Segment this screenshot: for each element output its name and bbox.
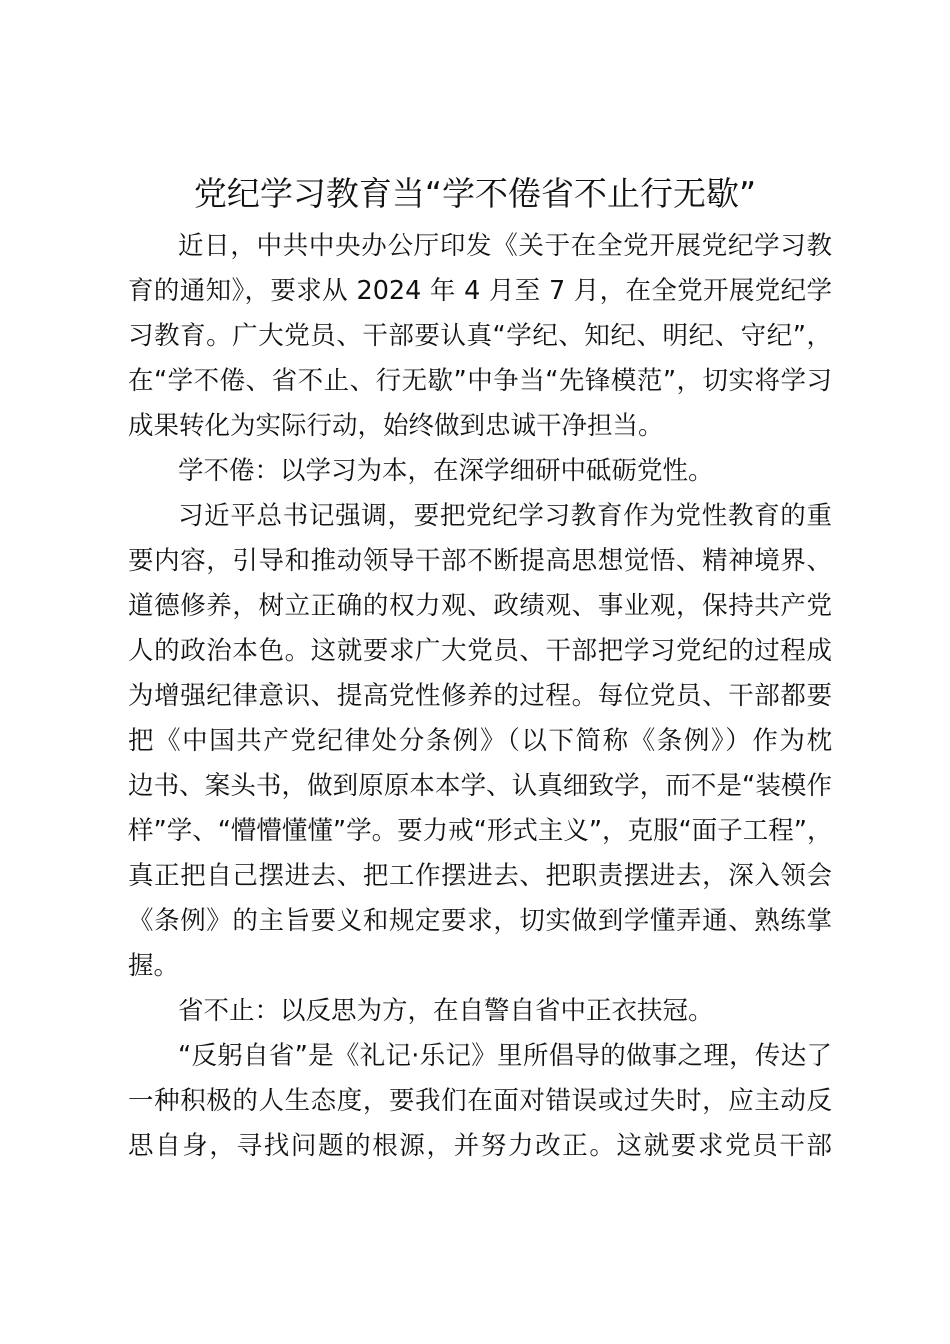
paragraph-reflect (128, 1034, 832, 1169)
document-body (128, 224, 832, 1169)
text-line: 省不止：以反思为方，在自警自省中正衣扶冠。 (178, 996, 714, 1026)
text-line: 在“学不倦、省不止、行无歇”中争当“先锋模范”，切实将学习 (128, 366, 832, 396)
text-line: 一种积极的人生态度，要我们在面对错误或过失时，应主动反 (128, 1086, 832, 1116)
text-line: 真正把自己摆进去、把工作摆进去、把职责摆进去，深入领会 (128, 861, 832, 891)
text-line: 握。 (128, 951, 180, 981)
text-line: 人的政治本色。这就要求广大党员、干部把学习党纪的过程成 (128, 636, 832, 666)
text-line: 思自身，寻找问题的根源，并努力改正。这就要求党员干部 (128, 1131, 832, 1161)
text-line: 要内容，引导和推动领导干部不断提高思想觉悟、精神境界、 (128, 546, 832, 576)
text-line: 成果转化为实际行动，始终做到忠诚干净担当。 (128, 411, 664, 441)
text-line: 习近平总书记强调，要把党纪学习教育作为党性教育的重 (178, 501, 832, 531)
text-line: “反躬自省”是《礼记·乐记》里所倡导的做事之理，传达了 (178, 1041, 832, 1071)
text-line: 育的通知》，要求从 2024 年 4 月至 7 月，在全党开展党纪学 (128, 276, 832, 306)
text-line: 学不倦：以学习为本，在深学细研中砥砺党性。 (178, 456, 714, 486)
text-line: 习教育。广大党员、干部要认真“学纪、知纪、明纪、守纪”， (128, 321, 832, 351)
document-title: 党纪学习教育当“学不倦省不止行无歇” (193, 174, 757, 213)
section-heading-reflect (128, 989, 832, 1034)
section-heading-study (128, 449, 832, 494)
paragraph-study (128, 494, 832, 989)
text-line: 近日，中共中央办公厅印发《关于在全党开展党纪学习教 (178, 231, 832, 261)
paragraph-intro (128, 224, 832, 449)
text-line: 把《中国共产党纪律处分条例》（以下简称《条例》）作为枕 (128, 726, 832, 756)
text-line: 边书、案头书，做到原原本本学、认真细致学，而不是“装模作 (128, 771, 832, 801)
text-line: 道德修养，树立正确的权力观、政绩观、事业观，保持共产党 (128, 591, 832, 621)
text-line: 样”学、“懵懵懂懂”学。要力戒“形式主义”，克服“面子工程”， (128, 816, 832, 846)
text-line: 《条例》的主旨要义和规定要求，切实做到学懂弄通、熟练掌 (128, 906, 832, 936)
text-line: 为增强纪律意识、提高党性修养的过程。每位党员、干部都要 (128, 681, 832, 711)
